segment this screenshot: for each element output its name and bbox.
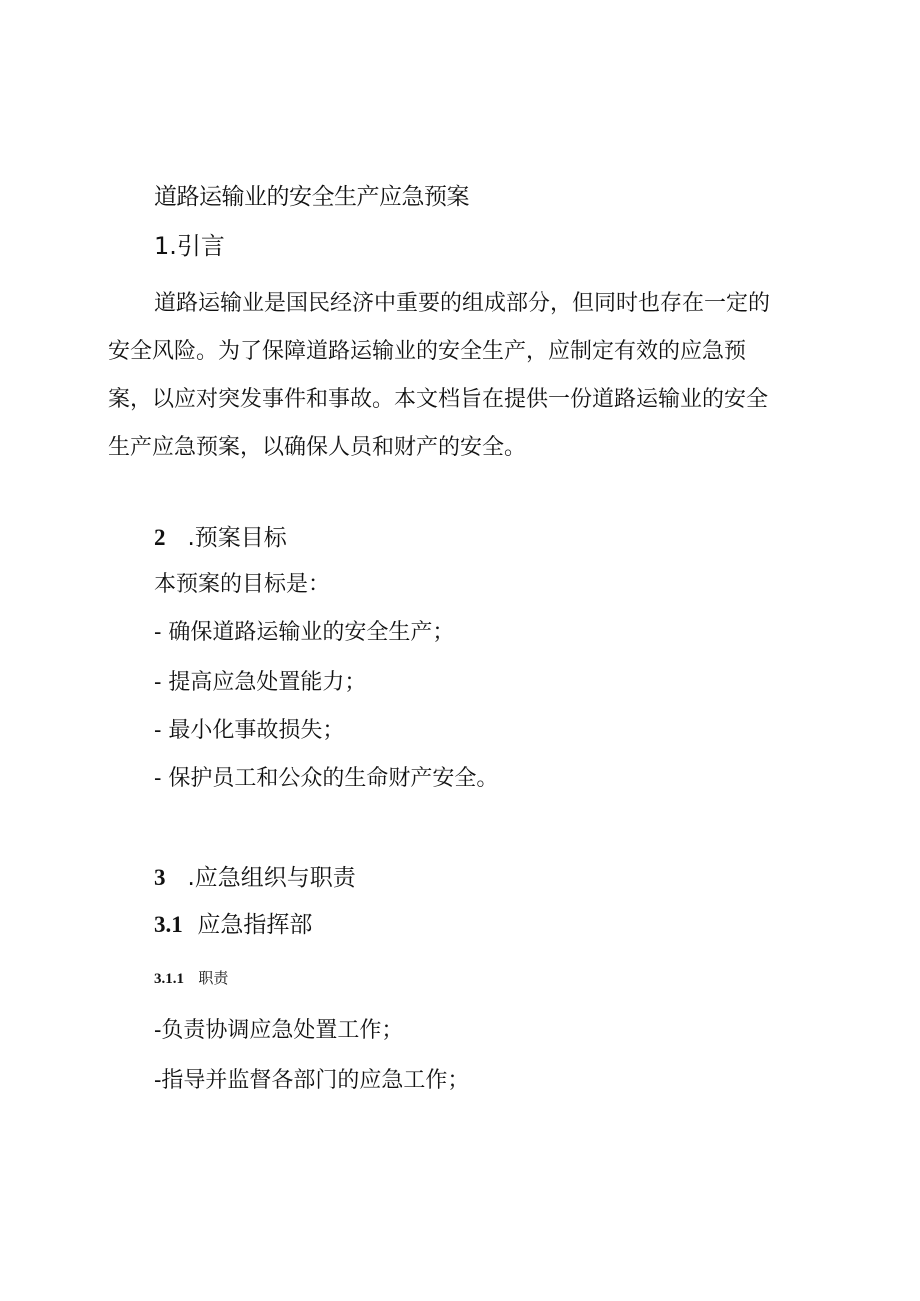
list-item: - 保护员工和公众的生命财产安全。 — [154, 766, 499, 791]
list-item: - 确保道路运输业的安全生产； — [154, 620, 455, 645]
section-3-1-heading — [154, 913, 312, 937]
list-item: -负责协调应急处置工作； — [154, 1018, 404, 1043]
section-3-1-1-title: 职责 — [198, 969, 229, 987]
section-2-number: 2 — [154, 525, 166, 550]
section-3-1-number: 3.1 — [154, 912, 183, 937]
section-2-heading — [154, 526, 287, 550]
section-2-intro: 本预案的目标是： — [154, 572, 331, 597]
section-1-heading: 1.引言 — [154, 232, 225, 260]
section-1-paragraph — [108, 280, 808, 472]
paragraph-line: 案，以应对突发事件和事故。本文档旨在提供一份道路运输业的安全 — [108, 387, 769, 412]
section-3-1-1-number: 3.1.1 — [154, 971, 184, 987]
section-2-title: .预案目标 — [187, 525, 287, 551]
section-3-1-title: 应急指挥部 — [197, 912, 313, 938]
section-3-1-1-heading — [154, 971, 228, 987]
paragraph-line: 生产应急预案，以确保人员和财产的安全。 — [108, 435, 527, 460]
list-item: -指导并监督各部门的应急工作； — [154, 1068, 470, 1093]
paragraph-line: 安全风险。为了保障道路运输业的安全生产，应制定有效的应急预 — [108, 339, 747, 364]
document-title: 道路运输业的安全生产应急预案 — [154, 184, 469, 210]
paragraph-line: 道路运输业是国民经济中重要的组成部分，但同时也存在一定的 — [154, 291, 771, 316]
section-3-number: 3 — [154, 865, 166, 890]
list-item: - 提高应急处置能力； — [154, 670, 367, 695]
list-item: - 最小化事故损失； — [154, 718, 345, 743]
section-3-heading — [154, 866, 356, 890]
section-3-title: .应急组织与职责 — [187, 865, 356, 891]
